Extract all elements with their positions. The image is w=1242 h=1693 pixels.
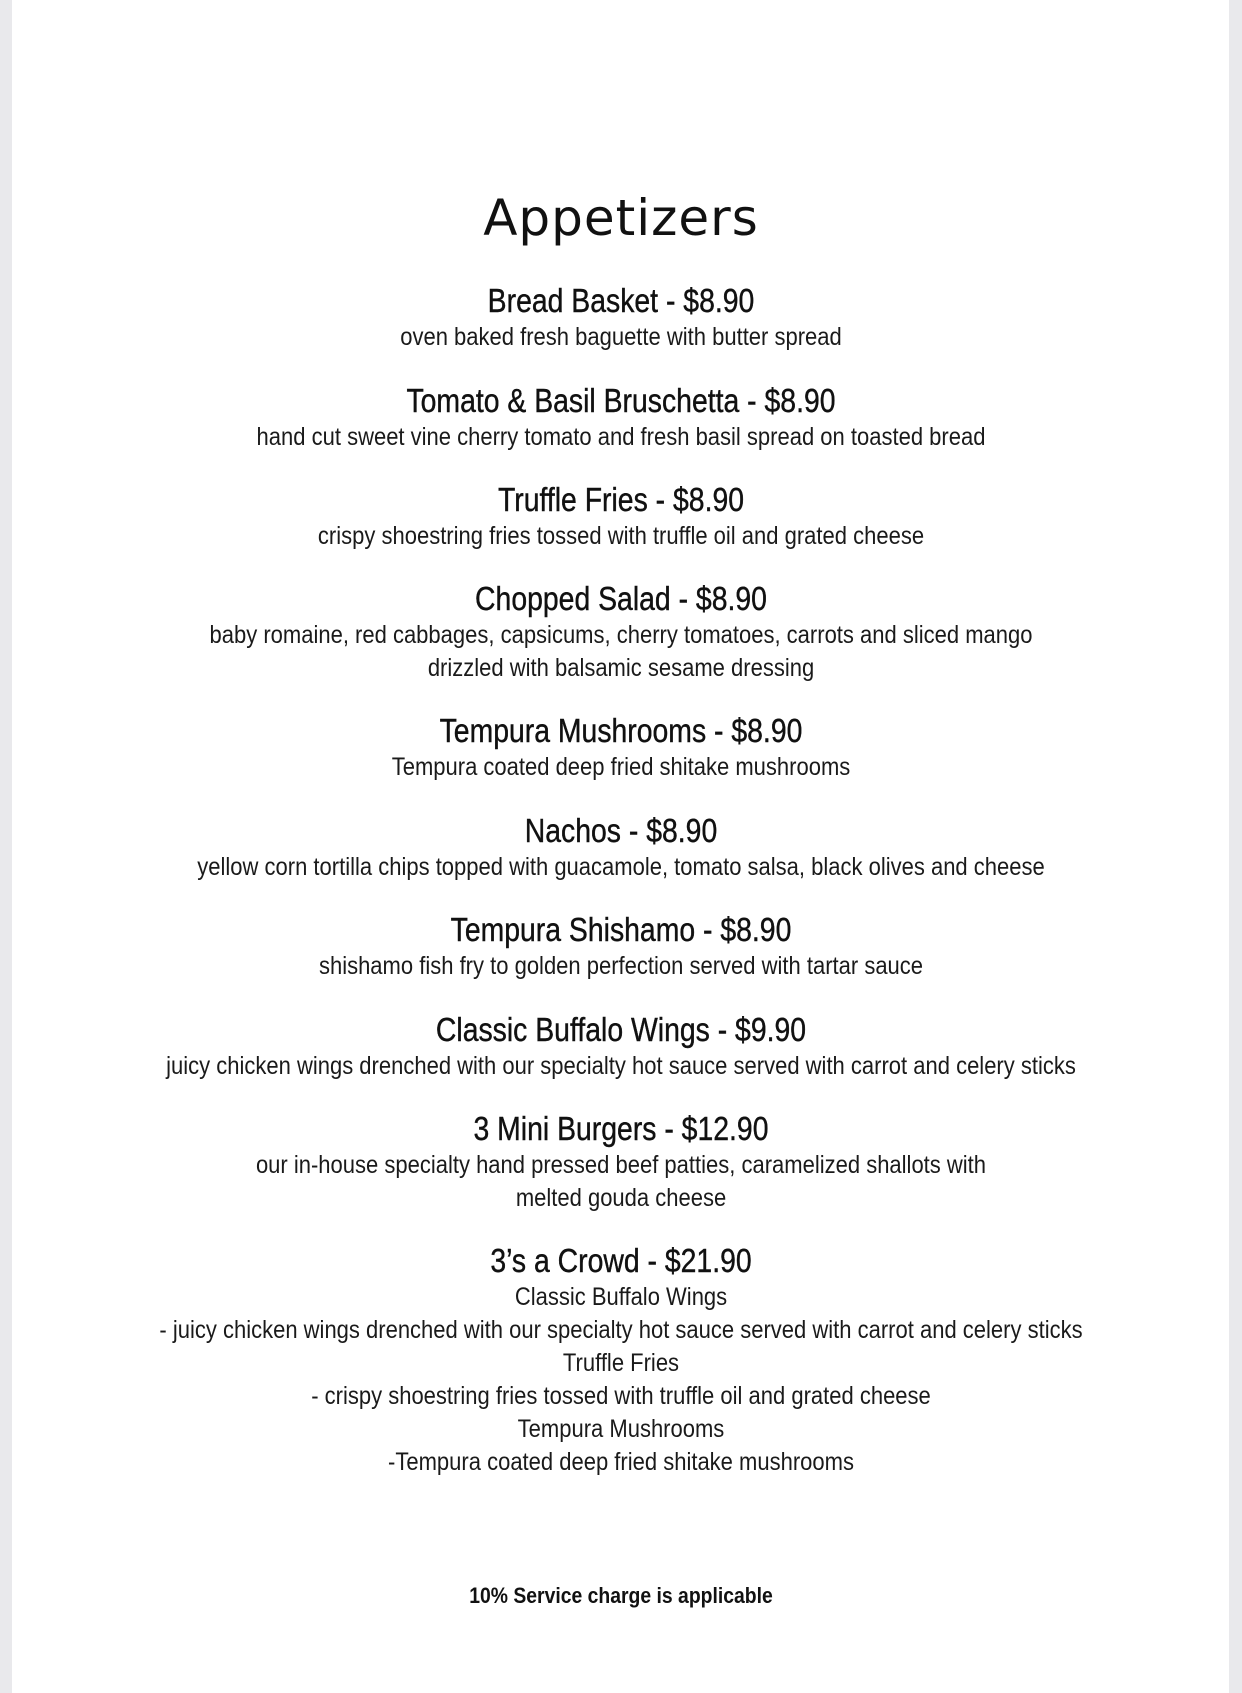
item-description: our in-house specialty hand pressed beef patties, caramelized shallots with <box>255 1151 987 1179</box>
item-description: - juicy chicken wings drenched with our specialty hot sauce served with carrot and celery sticks <box>159 1316 1083 1344</box>
item-description: oven baked fresh baguette with butter spread <box>400 323 842 351</box>
service-charge-note: 10% Service charge is applicable <box>469 1583 773 1608</box>
item-description: Tempura coated deep fried shitake mushrooms <box>391 753 851 781</box>
item-description: -Tempura coated deep fried shitake mushrooms <box>388 1448 854 1476</box>
menu-item <box>0 579 1242 685</box>
menu-item <box>0 811 1242 884</box>
item-description: juicy chicken wings drenched with our specialty hot sauce served with carrot and celery sticks <box>166 1052 1076 1080</box>
menu-item <box>0 381 1242 454</box>
item-name: Bread Basket - $8.90 <box>487 282 755 319</box>
menu-item <box>0 281 1242 354</box>
item-name: Tempura Mushrooms - $8.90 <box>439 712 803 749</box>
item-description: shishamo fish fry to golden perfection served with tartar sauce <box>318 952 924 980</box>
menu-item <box>0 1010 1242 1083</box>
item-name: Truffle Fries - $8.90 <box>497 481 745 518</box>
menu-item <box>0 711 1242 784</box>
item-name: Classic Buffalo Wings - $9.90 <box>435 1011 807 1048</box>
item-name: Tempura Shishamo - $8.90 <box>450 911 792 948</box>
item-description: Tempura Mushrooms <box>517 1415 725 1443</box>
menu-item <box>0 910 1242 983</box>
item-description: - crispy shoestring fries tossed with truffle oil and grated cheese <box>311 1382 931 1410</box>
menu-item <box>0 1109 1242 1215</box>
item-description: melted gouda cheese <box>515 1184 727 1212</box>
item-description: Truffle Fries <box>562 1349 680 1377</box>
menu-item <box>0 480 1242 553</box>
menu-title: Appetizers <box>483 189 759 247</box>
item-name: 3 Mini Burgers - $12.90 <box>473 1110 769 1147</box>
item-name: Tomato & Basil Bruschetta - $8.90 <box>406 382 836 419</box>
menu-item <box>0 1241 1242 1479</box>
item-description: hand cut sweet vine cherry tomato and fresh basil spread on toasted bread <box>256 423 986 451</box>
item-description: drizzled with balsamic sesame dressing <box>427 654 815 682</box>
item-description: baby romaine, red cabbages, capsicums, cherry tomatoes, carrots and sliced mango <box>209 621 1033 649</box>
item-description: yellow corn tortilla chips topped with guacamole, tomato salsa, black olives and cheese <box>197 853 1045 881</box>
item-description: Classic Buffalo Wings <box>514 1283 728 1311</box>
item-name: Chopped Salad - $8.90 <box>475 580 767 617</box>
item-name: 3’s a Crowd - $21.90 <box>490 1242 752 1279</box>
item-description: crispy shoestring fries tossed with truffle oil and grated cheese <box>317 522 925 550</box>
item-name: Nachos - $8.90 <box>524 812 718 849</box>
